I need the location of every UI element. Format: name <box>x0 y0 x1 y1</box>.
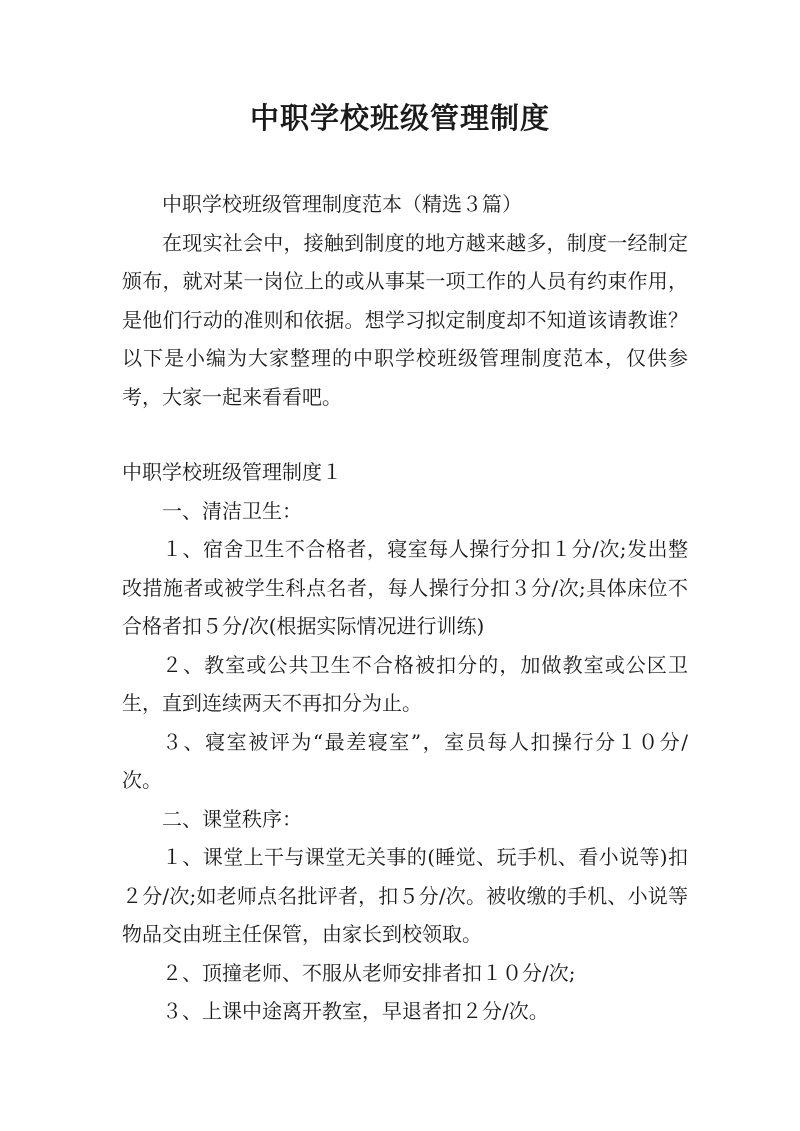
intro-heading: 中职学校班级管理制度范本（精选３篇） <box>162 192 522 216</box>
rule-item: １、课堂上干与课堂无关事的(睡觉、玩手机、看小说等)扣２分/次;如老师点名批评者，扣５分/次。被收缴的手机、小说等物品交由班主任保管，由家长到校领取。 <box>122 845 688 946</box>
section-heading: 中职学校班级管理制度１ <box>122 460 342 484</box>
rule-item: ２、顶撞老师、不服从老师安排者扣１０分/次; <box>162 960 576 985</box>
document-body <box>122 185 688 1031</box>
subsection-heading-cleaning: 一、清洁卫生： <box>162 498 302 523</box>
document-title: 中职学校班级管理制度 <box>249 101 550 135</box>
subsection-heading-classroom: 二、课堂秩序： <box>162 806 302 831</box>
rule-item: ３、上课中途离开教室，早退者扣２分/次。 <box>162 999 549 1023</box>
rule-item: ２、教室或公共卫生不合格被扣分的，加做教室或公区卫生，直到连续两天不再扣分为止。 <box>122 652 688 715</box>
intro-paragraph: 在现实社会中，接触到制度的地方越来越多，制度一经制定颁布，就对某一岗位上的或从事某一项工作的人员有约束作用，是他们行动的准则和依据。想学习拟定制度却不知道该请教谁？以下是小编为大家整理的中职学校班级管理制度范本，仅供参考，大家一起来看看吧。 <box>122 230 688 409</box>
rule-item: １、宿舍卫生不合格者，寝室每人操行分扣１分/次;发出整改措施者或被学生科点名者，每人操行分扣３分/次;具体床位不合格者扣５分/次(根据实际情况进行训练) <box>122 537 688 638</box>
rule-item: ３、寝室被评为“最差寝室”，室员每人扣操行分１０分/次。 <box>122 729 688 792</box>
